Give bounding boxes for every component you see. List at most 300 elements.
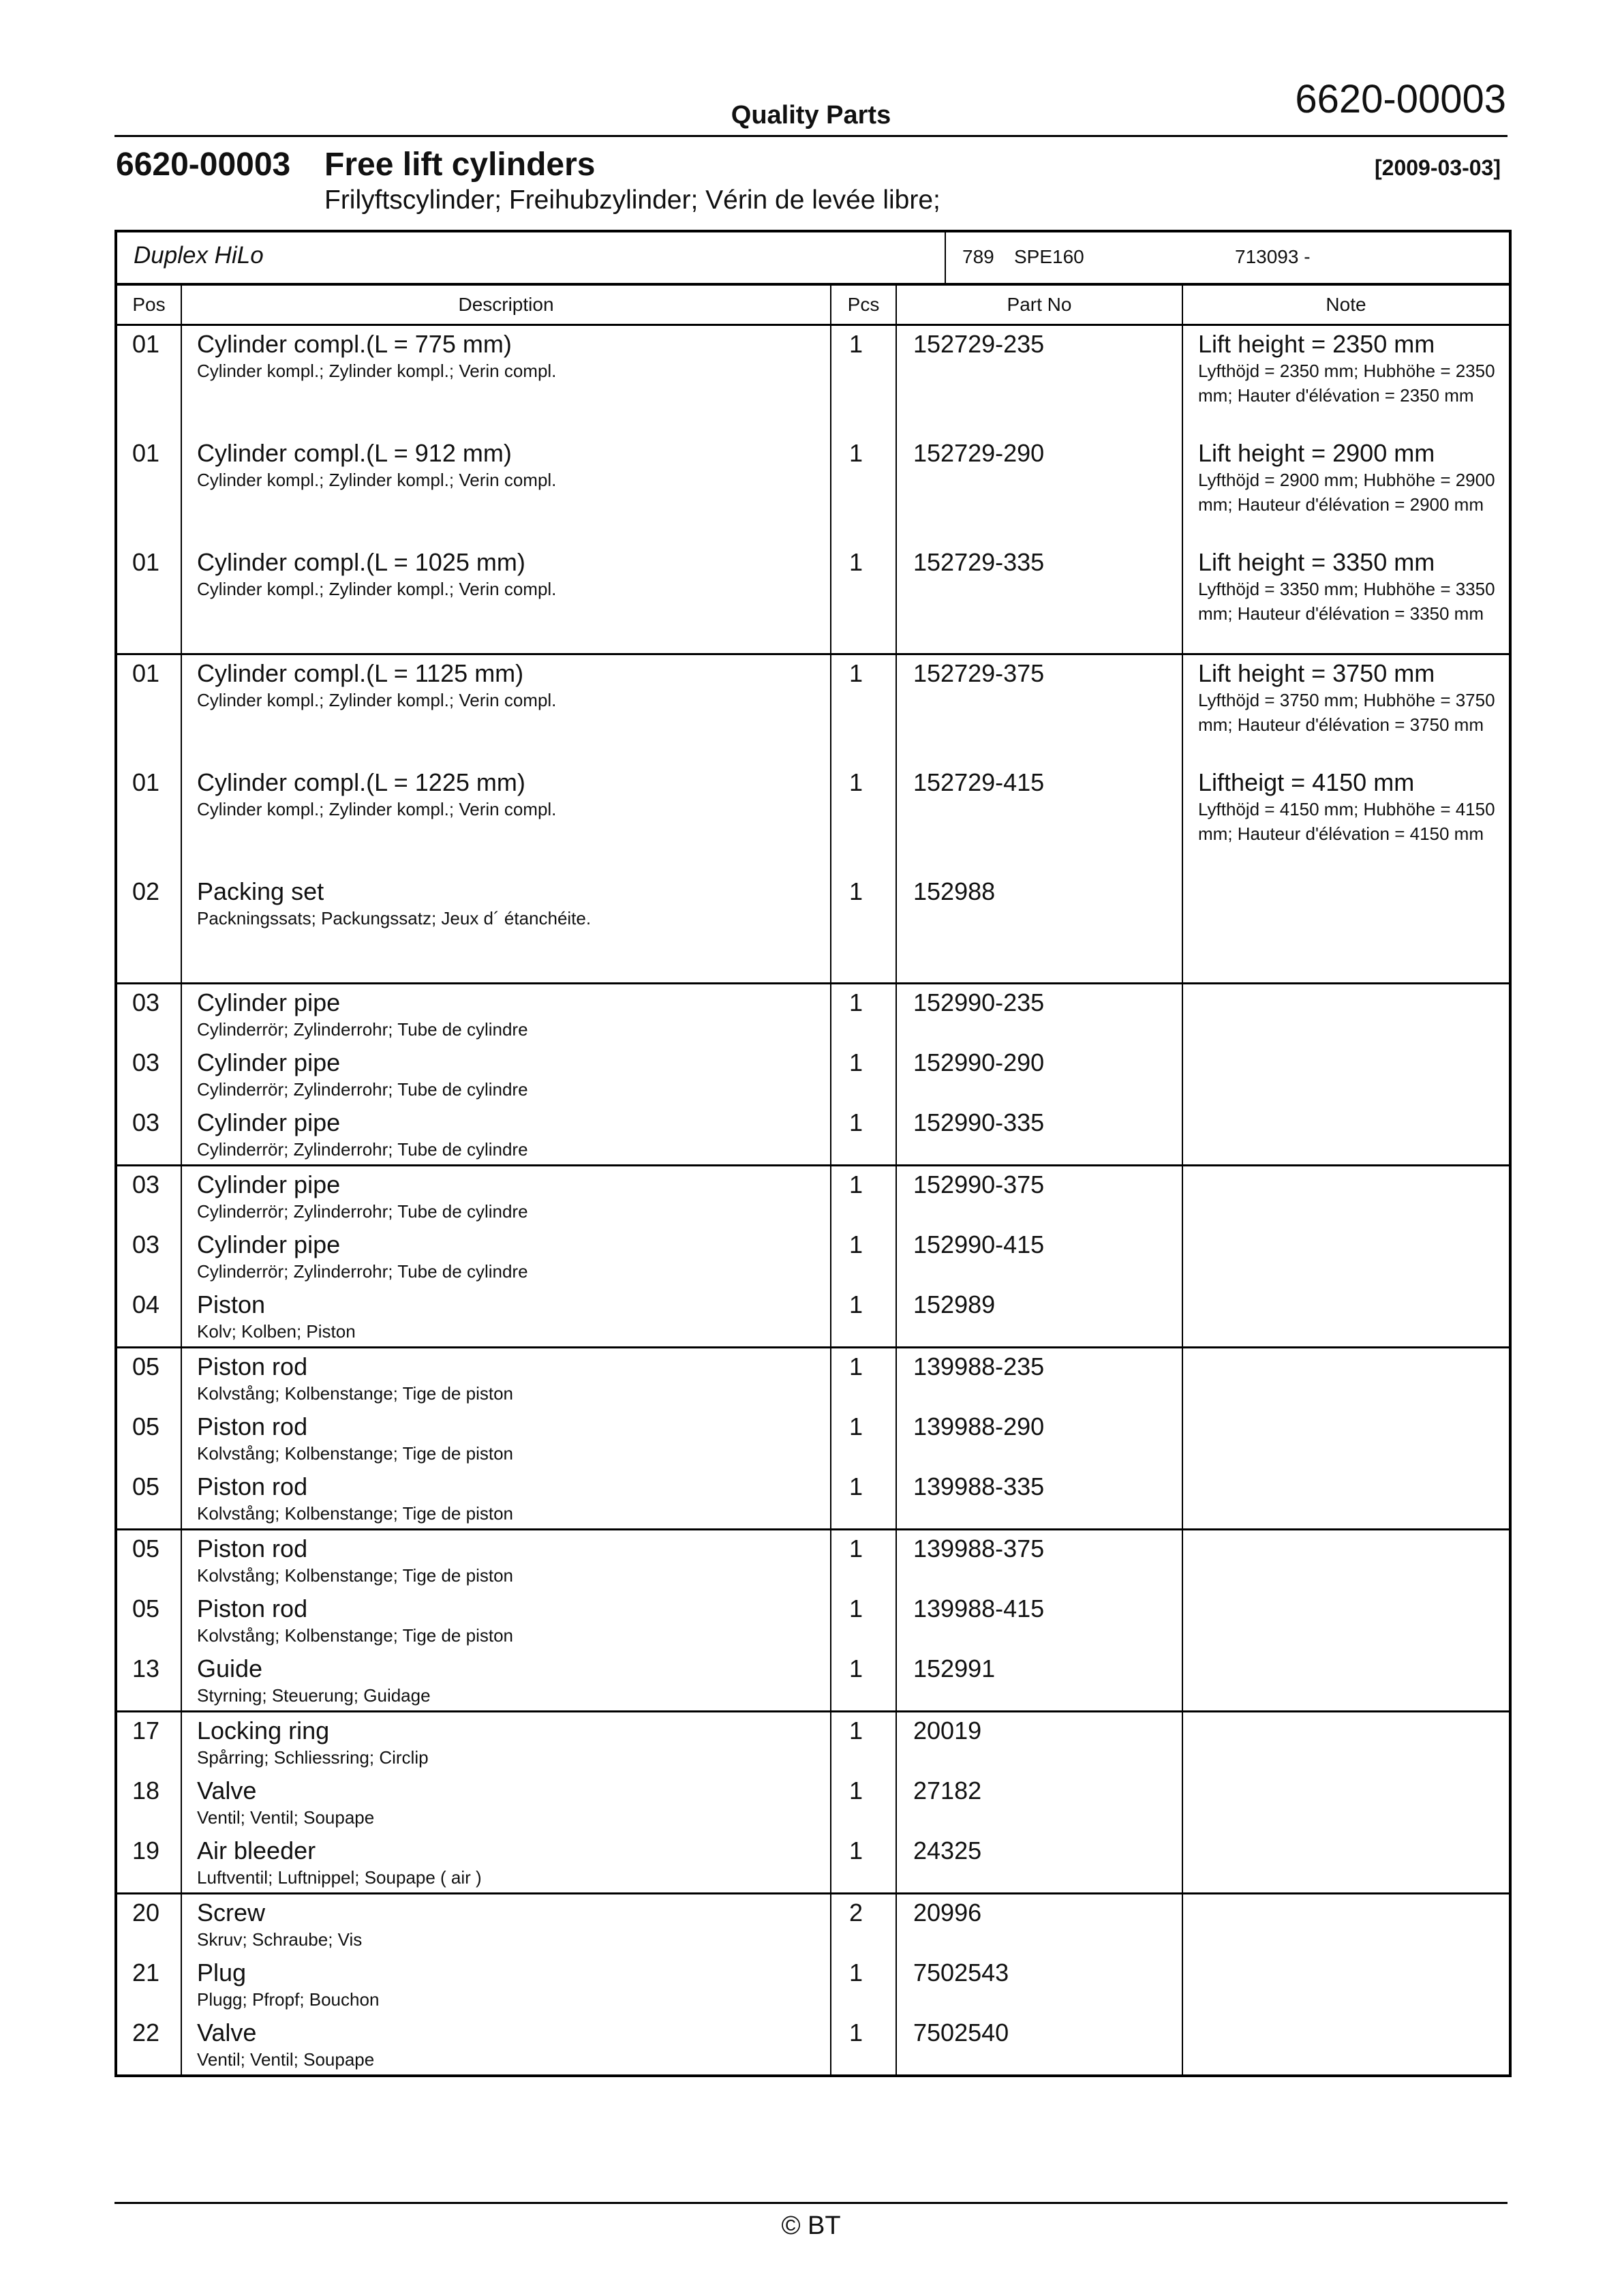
cell-note: Lift height = 2350 mm <box>1198 330 1435 358</box>
td-pos <box>116 435 181 544</box>
cell-note <box>1183 1286 1509 1290</box>
td-note <box>1182 1104 1510 1166</box>
cell-part-no: 152990-235 <box>913 988 1045 1016</box>
cell-pcs: 1 <box>849 1655 863 1682</box>
info-divider <box>945 232 946 283</box>
td-description <box>181 1650 831 1712</box>
cell-pcs: 1 <box>849 1108 863 1136</box>
cell-description-translations: Kolvstång; Kolbenstange; Tige de piston <box>197 1443 513 1464</box>
cell-note: Lift height = 2900 mm <box>1198 439 1435 467</box>
cell-note <box>1183 1226 1509 1230</box>
cell-description: Piston rod <box>197 1472 308 1500</box>
table-row <box>116 1408 1510 1468</box>
column-header-note: Note <box>1182 284 1510 325</box>
cell-part-no: 152990-290 <box>913 1048 1045 1076</box>
td-pcs <box>831 1590 896 1650</box>
td-description <box>181 654 831 765</box>
cell-pos: 01 <box>132 439 160 467</box>
cell-description: Piston rod <box>197 1413 308 1440</box>
td-part-no <box>896 544 1182 654</box>
cell-description-translations: Kolvstång; Kolbenstange; Tige de piston <box>197 1565 513 1586</box>
cell-description: Piston rod <box>197 1595 308 1622</box>
cell-part-no: 139988-235 <box>913 1353 1045 1380</box>
cell-pcs: 1 <box>849 1959 863 1987</box>
td-pos <box>116 1894 181 1955</box>
td-part-no <box>896 2014 1182 2076</box>
cell-part-no: 20019 <box>913 1717 982 1744</box>
table-row <box>116 1044 1510 1104</box>
cell-pcs: 1 <box>849 1353 863 1380</box>
cell-part-no: 7502540 <box>913 2019 1009 2046</box>
info-field-c: 713093 - <box>1235 246 1311 267</box>
td-note <box>1182 1468 1510 1530</box>
td-pos <box>116 1772 181 1832</box>
cell-pcs: 1 <box>849 877 863 905</box>
td-note <box>1182 1226 1510 1286</box>
cell-part-no: 152729-335 <box>913 548 1045 576</box>
cell-part-no: 24325 <box>913 1837 982 1864</box>
td-pcs <box>831 1530 896 1591</box>
table-row <box>116 873 1510 984</box>
td-part-no <box>896 325 1182 436</box>
cell-pcs: 1 <box>849 659 863 687</box>
table-row <box>116 1772 1510 1832</box>
td-note <box>1182 764 1510 873</box>
header-title: Quality Parts <box>731 101 891 130</box>
td-part-no <box>896 1348 1182 1409</box>
td-pos <box>116 544 181 654</box>
cell-pos: 13 <box>132 1655 160 1682</box>
td-pcs <box>831 1348 896 1409</box>
td-pos <box>116 1286 181 1348</box>
td-description <box>181 1712 831 1773</box>
cell-pos: 05 <box>132 1413 160 1440</box>
cell-description: Guide <box>197 1655 263 1682</box>
table-header-row <box>116 284 1510 325</box>
cell-pcs: 1 <box>849 330 863 358</box>
td-pos <box>116 1226 181 1286</box>
td-pcs <box>831 1712 896 1773</box>
td-pcs <box>831 764 896 873</box>
cell-note-translations: Lyfthöjd = 2900 mm; Hubhöhe = 2900 mm; Hauteur d'élévation = 2900 mm <box>1198 470 1495 515</box>
td-pcs <box>831 873 896 984</box>
td-pcs <box>831 2014 896 2076</box>
cell-pcs: 1 <box>849 768 863 796</box>
cell-part-no: 152990-415 <box>913 1230 1045 1258</box>
cell-note-translations: Lyfthöjd = 3350 mm; Hubhöhe = 3350 mm; Hauteur d'élévation = 3350 mm <box>1198 579 1495 624</box>
td-pos <box>116 654 181 765</box>
model-name: Duplex HiLo <box>134 242 264 269</box>
cell-part-no: 152991 <box>913 1655 996 1682</box>
cell-pos: 19 <box>132 1837 160 1864</box>
table-row <box>116 1954 1510 2014</box>
cell-part-no: 152729-375 <box>913 659 1045 687</box>
cell-pos: 03 <box>132 1170 160 1198</box>
td-pos <box>116 1590 181 1650</box>
cell-description-translations: Kolv; Kolben; Piston <box>197 1321 356 1342</box>
td-part-no <box>896 1832 1182 1894</box>
cell-description-translations: Kolvstång; Kolbenstange; Tige de piston <box>197 1625 513 1646</box>
cell-pos: 18 <box>132 1777 160 1804</box>
table-row <box>116 1348 1510 1409</box>
cell-description-translations: Cylinderrör; Zylinderrohr; Tube de cylindre <box>197 1019 528 1040</box>
cell-description-translations: Ventil; Ventil; Soupape <box>197 1807 375 1828</box>
cell-description: Locking ring <box>197 1717 330 1744</box>
cell-note <box>1183 1044 1509 1048</box>
cell-pos: 05 <box>132 1472 160 1500</box>
cell-description-translations: Cylinder kompl.; Zylinder kompl.; Verin compl. <box>197 470 557 490</box>
table-row <box>116 1712 1510 1773</box>
table-row <box>116 2014 1510 2076</box>
table-row <box>116 1166 1510 1227</box>
cell-pcs: 1 <box>849 1717 863 1744</box>
cell-note: Lift height = 3750 mm <box>1198 659 1435 687</box>
cell-pos: 03 <box>132 1230 160 1258</box>
cell-description: Piston rod <box>197 1535 308 1562</box>
table-row <box>116 1104 1510 1166</box>
td-part-no <box>896 1226 1182 1286</box>
cell-description-translations: Packningssats; Packungssatz; Jeux d´ étanchéite. <box>197 908 592 928</box>
table-row <box>116 1650 1510 1712</box>
cell-pos: 01 <box>132 768 160 796</box>
td-note <box>1182 1650 1510 1712</box>
td-note <box>1182 654 1510 765</box>
cell-pcs: 1 <box>849 1777 863 1804</box>
cell-note <box>1183 1530 1509 1535</box>
td-pos <box>116 984 181 1045</box>
cell-description: Cylinder pipe <box>197 988 341 1016</box>
td-note <box>1182 1348 1510 1409</box>
td-pcs <box>831 1772 896 1832</box>
td-note <box>1182 1832 1510 1894</box>
cell-pcs: 1 <box>849 1290 863 1318</box>
cell-pos: 03 <box>132 1048 160 1076</box>
cell-description-translations: Cylinderrör; Zylinderrohr; Tube de cylindre <box>197 1201 528 1222</box>
cell-description: Valve <box>197 1777 257 1804</box>
td-pcs <box>831 1226 896 1286</box>
cell-note-translations: Lyfthöjd = 4150 mm; Hubhöhe = 4150 mm; Hauteur d'élévation = 4150 mm <box>1198 799 1495 844</box>
cell-description-translations: Kolvstång; Kolbenstange; Tige de piston <box>197 1503 513 1524</box>
cell-description-translations: Ventil; Ventil; Soupape <box>197 2049 375 2070</box>
td-pcs <box>831 1954 896 2014</box>
cell-pos: 01 <box>132 330 160 358</box>
td-description <box>181 1348 831 1409</box>
td-note <box>1182 984 1510 1045</box>
td-part-no <box>896 1166 1182 1227</box>
td-part-no <box>896 1590 1182 1650</box>
cell-description: Cylinder compl.(L = 775 mm) <box>197 330 512 358</box>
td-part-no <box>896 1650 1182 1712</box>
cell-note <box>1183 1104 1509 1108</box>
td-part-no <box>896 1530 1182 1591</box>
table-row <box>116 1468 1510 1530</box>
td-note <box>1182 1530 1510 1591</box>
td-part-no <box>896 435 1182 544</box>
cell-description-translations: Plugg; Pfropf; Bouchon <box>197 1989 380 2010</box>
cell-description: Piston rod <box>197 1353 308 1380</box>
cell-description-translations: Cylinder kompl.; Zylinder kompl.; Verin compl. <box>197 361 557 381</box>
cell-description: Plug <box>197 1959 247 1987</box>
cell-note <box>1183 1954 1509 1959</box>
cell-part-no: 152990-335 <box>913 1108 1045 1136</box>
cell-description: Piston <box>197 1290 266 1318</box>
td-description <box>181 544 831 654</box>
cell-part-no: 139988-415 <box>913 1595 1045 1622</box>
td-pos <box>116 1712 181 1773</box>
cell-note <box>1183 1348 1509 1353</box>
td-part-no <box>896 764 1182 873</box>
table-row <box>116 325 1510 436</box>
table-row <box>116 654 1510 765</box>
cell-part-no: 7502543 <box>913 1959 1009 1987</box>
table-row <box>116 1590 1510 1650</box>
cell-description-translations: Cylinder kompl.; Zylinder kompl.; Verin compl. <box>197 579 557 599</box>
cell-part-no: 20996 <box>913 1899 982 1927</box>
cell-part-no: 152990-375 <box>913 1170 1045 1198</box>
td-part-no <box>896 1468 1182 1530</box>
td-note <box>1182 544 1510 654</box>
cell-note <box>1183 1408 1509 1413</box>
td-pcs <box>831 435 896 544</box>
cell-pcs: 1 <box>849 439 863 467</box>
td-part-no <box>896 1286 1182 1348</box>
td-note <box>1182 1286 1510 1348</box>
td-pos <box>116 325 181 436</box>
td-description <box>181 1104 831 1166</box>
td-part-no <box>896 984 1182 1045</box>
td-note <box>1182 325 1510 436</box>
td-description <box>181 1468 831 1530</box>
td-part-no <box>896 1954 1182 2014</box>
td-pcs <box>831 1832 896 1894</box>
td-pos <box>116 1408 181 1468</box>
cell-pos: 01 <box>132 659 160 687</box>
cell-description-translations: Kolvstång; Kolbenstange; Tige de piston <box>197 1383 513 1404</box>
td-description <box>181 1832 831 1894</box>
cell-note <box>1183 1772 1509 1777</box>
td-part-no <box>896 654 1182 765</box>
cell-description-translations: Skruv; Schraube; Vis <box>197 1929 363 1950</box>
cell-pos: 21 <box>132 1959 160 1987</box>
cell-description-translations: Cylinderrör; Zylinderrohr; Tube de cylindre <box>197 1261 528 1282</box>
cell-pcs: 1 <box>849 1595 863 1622</box>
cell-note <box>1183 1832 1509 1837</box>
td-part-no <box>896 1044 1182 1104</box>
cell-note-translations: Lyfthöjd = 3750 mm; Hubhöhe = 3750 mm; Hauteur d'élévation = 3750 mm <box>1198 690 1495 735</box>
table-row <box>116 1226 1510 1286</box>
footer-divider <box>114 2202 1508 2204</box>
cell-pos: 03 <box>132 1108 160 1136</box>
cell-description: Valve <box>197 2019 257 2046</box>
cell-pcs: 1 <box>849 1535 863 1562</box>
td-pos <box>116 1044 181 1104</box>
td-pos <box>116 1954 181 2014</box>
td-pcs <box>831 654 896 765</box>
cell-description: Cylinder pipe <box>197 1048 341 1076</box>
cell-description: Cylinder compl.(L = 912 mm) <box>197 439 512 467</box>
cell-part-no: 139988-375 <box>913 1535 1045 1562</box>
td-description <box>181 1530 831 1591</box>
cell-description: Air bleeder <box>197 1837 316 1864</box>
td-pcs <box>831 1894 896 1955</box>
cell-note <box>1183 1166 1509 1170</box>
cell-pos: 04 <box>132 1290 160 1318</box>
parts-table <box>114 283 1512 2077</box>
table-row <box>116 764 1510 873</box>
table-row <box>116 435 1510 544</box>
cell-pcs: 1 <box>849 1170 863 1198</box>
cell-note: Lift height = 3350 mm <box>1198 548 1435 576</box>
cell-note-translations: Lyfthöjd = 2350 mm; Hubhöhe = 2350 mm; Hauter d'élévation = 2350 mm <box>1198 361 1495 406</box>
td-part-no <box>896 1104 1182 1166</box>
cell-description: Cylinder pipe <box>197 1108 341 1136</box>
section-title: Free lift cylinders <box>324 147 596 183</box>
cell-part-no: 152988 <box>913 877 996 905</box>
td-pcs <box>831 1286 896 1348</box>
cell-pcs: 2 <box>849 1899 863 1927</box>
td-pos <box>116 1650 181 1712</box>
column-header-part-no: Part No <box>896 284 1182 325</box>
td-part-no <box>896 1894 1182 1955</box>
td-description <box>181 873 831 984</box>
td-description <box>181 1286 831 1348</box>
cell-description: Cylinder compl.(L = 1125 mm) <box>197 659 524 687</box>
td-description <box>181 1590 831 1650</box>
cell-note <box>1183 1590 1509 1595</box>
td-pcs <box>831 544 896 654</box>
section-date: [2009-03-03] <box>1375 155 1501 180</box>
cell-pcs: 1 <box>849 988 863 1016</box>
cell-pos: 02 <box>132 877 160 905</box>
td-description <box>181 984 831 1045</box>
cell-pcs: 1 <box>849 1048 863 1076</box>
cell-description-translations: Styrning; Steuerung; Guidage <box>197 1685 431 1706</box>
td-note <box>1182 1590 1510 1650</box>
cell-pcs: 1 <box>849 1837 863 1864</box>
table-row <box>116 544 1510 654</box>
cell-description: Cylinder pipe <box>197 1170 341 1198</box>
cell-pos: 05 <box>132 1353 160 1380</box>
cell-pcs: 1 <box>849 548 863 576</box>
td-part-no <box>896 1772 1182 1832</box>
parts-table-body <box>116 325 1510 2076</box>
cell-pos: 20 <box>132 1899 160 1927</box>
cell-description: Cylinder pipe <box>197 1230 341 1258</box>
td-description <box>181 1408 831 1468</box>
footer-copyright: © BT <box>781 2211 841 2240</box>
cell-pos: 05 <box>132 1595 160 1622</box>
cell-part-no: 152989 <box>913 1290 996 1318</box>
td-note <box>1182 1954 1510 2014</box>
td-pos <box>116 1104 181 1166</box>
td-note <box>1182 1712 1510 1773</box>
td-description <box>181 1044 831 1104</box>
td-pcs <box>831 1468 896 1530</box>
cell-part-no: 152729-290 <box>913 439 1045 467</box>
header-doc-number: 6620-00003 <box>1295 77 1506 121</box>
cell-note <box>1183 873 1509 877</box>
table-row <box>116 1894 1510 1955</box>
cell-pcs: 1 <box>849 1413 863 1440</box>
cell-note <box>1183 2014 1509 2019</box>
td-pos <box>116 1166 181 1227</box>
td-pcs <box>831 984 896 1045</box>
cell-note <box>1183 1650 1509 1655</box>
td-pcs <box>831 1104 896 1166</box>
td-note <box>1182 2014 1510 2076</box>
table-row <box>116 1832 1510 1894</box>
table-row <box>116 984 1510 1045</box>
cell-note: Liftheigt = 4150 mm <box>1198 768 1415 796</box>
cell-description-translations: Cylinder kompl.; Zylinder kompl.; Verin compl. <box>197 690 557 710</box>
td-pos <box>116 873 181 984</box>
cell-part-no: 27182 <box>913 1777 982 1804</box>
td-description <box>181 435 831 544</box>
model-info-box <box>114 230 1512 283</box>
cell-part-no: 139988-335 <box>913 1472 1045 1500</box>
cell-pos: 01 <box>132 548 160 576</box>
cell-description-translations: Cylinder kompl.; Zylinder kompl.; Verin compl. <box>197 799 557 819</box>
td-pos <box>116 1348 181 1409</box>
td-pcs <box>831 1044 896 1104</box>
column-header-description: Description <box>181 284 831 325</box>
td-description <box>181 1226 831 1286</box>
info-field-a: 789 <box>962 246 994 267</box>
td-description <box>181 1954 831 2014</box>
cell-part-no: 152729-415 <box>913 768 1045 796</box>
td-description <box>181 1894 831 1955</box>
td-description <box>181 2014 831 2076</box>
td-note <box>1182 1894 1510 1955</box>
cell-pos: 05 <box>132 1535 160 1562</box>
column-header-pcs: Pcs <box>831 284 896 325</box>
cell-pcs: 1 <box>849 2019 863 2046</box>
table-row <box>116 1530 1510 1591</box>
cell-description-translations: Luftventil; Luftnippel; Soupape ( air ) <box>197 1867 482 1888</box>
td-note <box>1182 1408 1510 1468</box>
td-part-no <box>896 1408 1182 1468</box>
cell-part-no: 139988-290 <box>913 1413 1045 1440</box>
cell-description-translations: Cylinderrör; Zylinderrohr; Tube de cylindre <box>197 1139 528 1160</box>
cell-pcs: 1 <box>849 1230 863 1258</box>
td-pos <box>116 1530 181 1591</box>
column-header-pos: Pos <box>116 284 181 325</box>
td-pcs <box>831 1650 896 1712</box>
cell-note <box>1183 1468 1509 1472</box>
section-subtitle: Frilyftscylinder; Freihubzylinder; Vérin de levée libre; <box>324 185 940 215</box>
header-divider <box>114 135 1508 137</box>
td-part-no <box>896 1712 1182 1773</box>
td-pos <box>116 1832 181 1894</box>
cell-pos: 17 <box>132 1717 160 1744</box>
cell-description: Screw <box>197 1899 266 1927</box>
td-part-no <box>896 873 1182 984</box>
td-note <box>1182 1772 1510 1832</box>
cell-description-translations: Spårring; Schliessring; Circlip <box>197 1747 429 1768</box>
cell-note <box>1183 1712 1509 1717</box>
td-pos <box>116 764 181 873</box>
td-note <box>1182 1044 1510 1104</box>
cell-part-no: 152729-235 <box>913 330 1045 358</box>
td-description <box>181 764 831 873</box>
td-pcs <box>831 1408 896 1468</box>
cell-pcs: 1 <box>849 1472 863 1500</box>
cell-note <box>1183 984 1509 988</box>
td-pos <box>116 1468 181 1530</box>
td-description <box>181 1166 831 1227</box>
cell-note <box>1183 1894 1509 1899</box>
cell-description: Packing set <box>197 877 324 905</box>
